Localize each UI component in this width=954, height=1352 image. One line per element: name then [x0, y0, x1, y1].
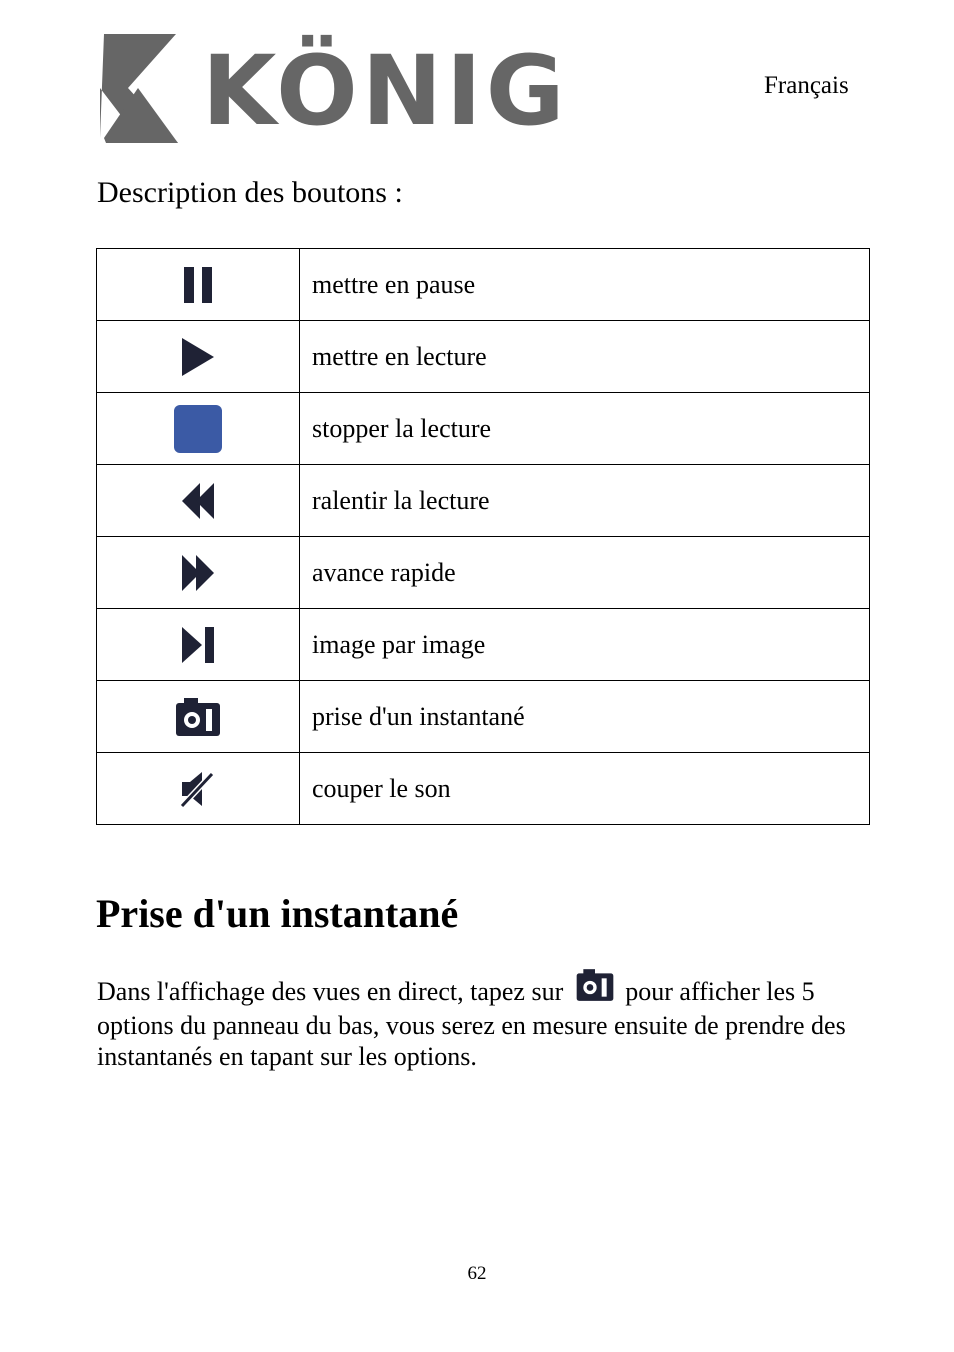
- konig-logo-icon: [98, 32, 569, 147]
- page-number: 62: [467, 1263, 487, 1284]
- row-description: prise d'un instantané: [300, 681, 870, 753]
- table-row: [97, 681, 870, 753]
- icon-cell: [97, 465, 300, 537]
- svg-text:KÖNIG: KÖNIG: [202, 35, 569, 147]
- camera-icon: [575, 968, 615, 1002]
- fast-forward-icon: [180, 553, 216, 593]
- instruction-text-start: Dans l'affichage des vues en direct, tapez sur: [97, 977, 564, 1006]
- snapshot-instructions: [97, 968, 877, 1073]
- camera-icon: [174, 697, 222, 737]
- row-description: ralentir la lecture: [300, 465, 870, 537]
- icon-cell: [97, 321, 300, 393]
- icon-cell: [97, 249, 300, 321]
- row-description: stopper la lecture: [300, 393, 870, 465]
- icon-cell: [97, 537, 300, 609]
- table-row: [97, 537, 870, 609]
- mute-icon: [178, 769, 218, 809]
- instruction-text-end: pour afficher les 5 options du panneau du bas, vous serez en mesure ensuite de prendre des instantanés en tapant sur les options.: [97, 977, 846, 1071]
- section-title: Prise d'un instantané: [96, 891, 459, 936]
- row-description: mettre en lecture: [300, 321, 870, 393]
- language-label: Français: [764, 72, 849, 99]
- icon-cell: [97, 609, 300, 681]
- table-row: [97, 753, 870, 825]
- table-row: [97, 609, 870, 681]
- icon-cell: [97, 393, 300, 465]
- konig-logo: [98, 32, 569, 147]
- table-row: [97, 393, 870, 465]
- table-row: [97, 321, 870, 393]
- table-row: [97, 249, 870, 321]
- frame-step-icon: [180, 625, 216, 665]
- button-description-table: [96, 248, 870, 825]
- row-description: image par image: [300, 609, 870, 681]
- row-description: avance rapide: [300, 537, 870, 609]
- row-description: couper le son: [300, 753, 870, 825]
- table-row: [97, 465, 870, 537]
- rewind-icon: [180, 481, 216, 521]
- inline-camera-icon: [575, 968, 615, 1010]
- pause-icon: [182, 265, 214, 305]
- row-description: mettre en pause: [300, 249, 870, 321]
- play-icon: [180, 336, 216, 378]
- icon-cell: [97, 681, 300, 753]
- icon-cell: [97, 753, 300, 825]
- stop-icon: [173, 404, 223, 454]
- section-heading: Description des boutons :: [97, 176, 403, 209]
